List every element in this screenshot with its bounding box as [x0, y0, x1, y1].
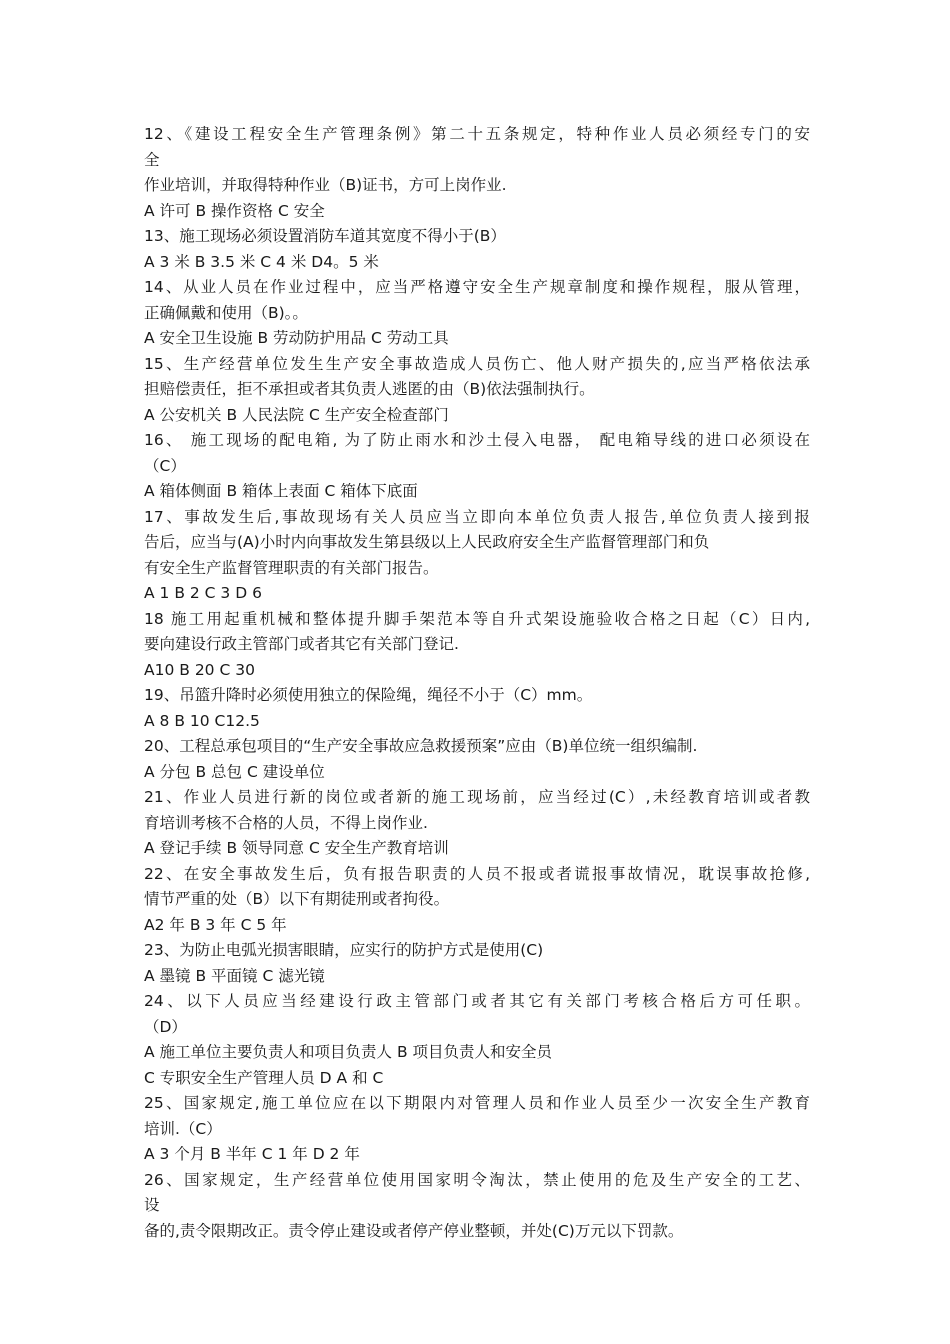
text-line: 担赔偿责任，拒不承担或者其负责人逃匿的由（B)依法强制执行。 — [144, 380, 595, 398]
text-line: A 许可 B 操作资格 C 安全 — [144, 201, 325, 220]
text-line: A2 年 B 3 年 C 5 年 — [144, 915, 287, 934]
text-line: C 专职安全生产管理人员 D A 和 C — [144, 1068, 384, 1087]
text-line: 14、从业人员在作业过程中，应当严格遵守安全生产规章制度和操作规程，服从管理， — [144, 278, 810, 296]
text-line: 15、生产经营单位发生生产安全事故造成人员伤亡、他人财产损失的,应当严格依法承 — [144, 354, 810, 373]
text-line: 作业培训，并取得特种作业（B)证书，方可上岗作业. — [144, 176, 507, 194]
text-line: A 3 个月 B 半年 C 1 年 D 2 年 — [144, 1145, 360, 1163]
question-text-block — [144, 122, 810, 1244]
text-line: 要向建设行政主管部门或者其它有关部门登记. — [144, 635, 459, 653]
text-line: 培训.（C） — [144, 1119, 222, 1138]
text-line: 12、《建设工程安全生产管理条例》第二十五条规定，特种作业人员必须经专门的安 — [144, 125, 810, 143]
text-line: A 1 B 2 C 3 D 6 — [144, 584, 262, 602]
text-line: 16、 施工现场的配电箱, 为了防止雨水和沙土侵入电器， 配电箱导线的进口必须设在 — [144, 431, 810, 449]
text-line: A 8 B 10 C12.5 — [144, 711, 260, 730]
text-line: A 公安机关 B 人民法院 C 生产安全检查部门 — [144, 405, 449, 424]
text-line: 21、作业人员进行新的岗位或者新的施工现场前，应当经过(C）,未经教育培训或者教 — [144, 788, 810, 806]
text-line: 全 — [144, 150, 160, 169]
text-line: A 施工单位主要负责人和项目负责人 B 项目负责人和安全员 — [144, 1043, 553, 1061]
text-line: 13、施工现场必须设置消防车道其宽度不得小于(B） — [144, 227, 506, 245]
text-line: 20、工程总承包项目的“生产安全事故应急救援预案”应由（B)单位统一组织编制. — [144, 737, 698, 755]
text-line: 告后，应当与(A)小时内向事故发生第县级以上人民政府安全生产监督管理部门和负 — [144, 533, 710, 551]
text-line: （C） — [144, 456, 186, 475]
text-line: 17、事故发生后,事故现场有关人员应当立即向本单位负责人报告,单位负责人接到报 — [144, 507, 810, 526]
text-line: （D） — [144, 1017, 187, 1036]
text-line: 25、国家规定,施工单位应在以下期限内对管理人员和作业人员至少一次安全生产教育 — [144, 1094, 810, 1112]
text-line: 26、国家规定，生产经营单位使用国家明令淘汰，禁止使用的危及生产安全的工艺、 — [144, 1170, 810, 1189]
text-line: A 分包 B 总包 C 建设单位 — [144, 762, 325, 781]
text-line: A 3 米 B 3.5 米 C 4 米 D4。5 米 — [144, 252, 379, 271]
text-line: 备的,责令限期改正。责令停止建设或者停产停业整顿，并处(C)万元以下罚款。 — [144, 1221, 684, 1240]
text-line: 正确佩戴和使用（B)。。 — [144, 303, 308, 322]
text-line: A 登记手续 B 领导同意 C 安全生产教育培训 — [144, 839, 449, 857]
text-line: 设 — [144, 1196, 160, 1214]
text-line: 23、为防止电弧光损害眼睛，应实行的防护方式是使用(C) — [144, 941, 544, 959]
text-line: 情节严重的处（B）以下有期徒刑或者拘役。 — [144, 890, 450, 908]
text-line: 18 施工用起重机械和整体提升脚手架范本等自升式架设施验收合格之日起（C）日内, — [144, 609, 810, 628]
text-line: A 安全卫生设施 B 劳动防护用品 C 劳动工具 — [144, 329, 449, 347]
text-line: 有安全生产监督管理职责的有关部门报告。 — [144, 558, 439, 577]
text-line: A 箱体侧面 B 箱体上表面 C 箱体下底面 — [144, 482, 418, 500]
text-line: 24、以下人员应当经建设行政主管部门或者其它有关部门考核合格后方可任职。 — [144, 992, 810, 1010]
text-line: 22、在安全事故发生后，负有报告职责的人员不报或者谎报事故情况，耽误事故抢修, — [144, 864, 810, 883]
text-line: 19、吊篮升降时必须使用独立的保险绳，绳径不小于（C）mm。 — [144, 686, 593, 704]
text-line: 育培训考核不合格的人员，不得上岗作业. — [144, 813, 428, 832]
text-line: A10 B 20 C 30 — [144, 660, 255, 679]
text-line: A 墨镜 B 平面镜 C 滤光镜 — [144, 966, 325, 985]
